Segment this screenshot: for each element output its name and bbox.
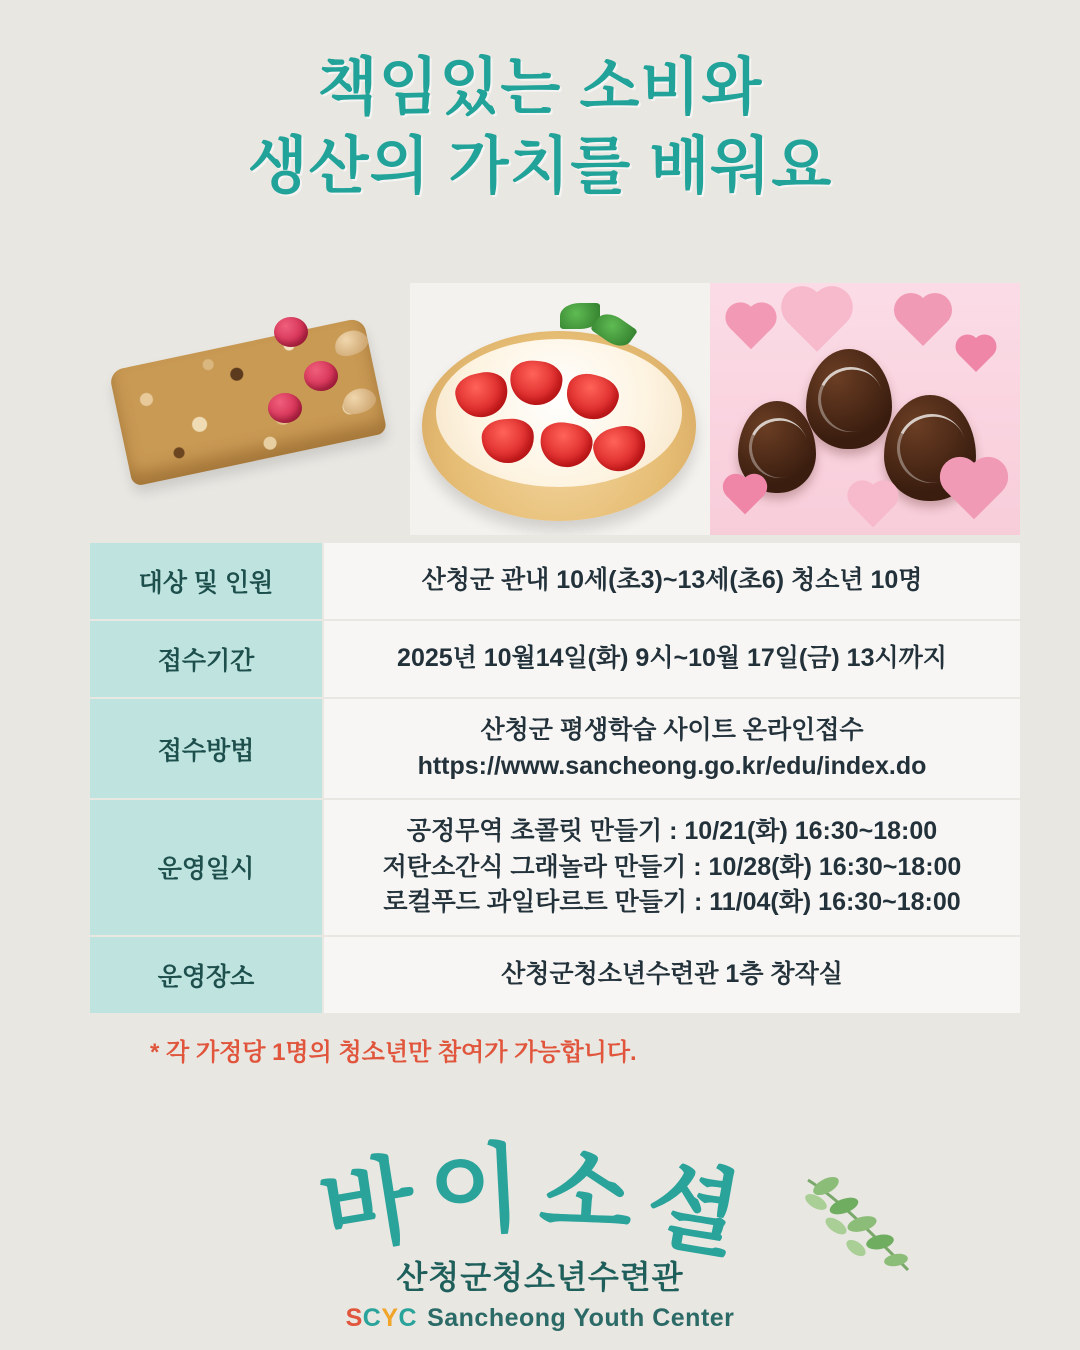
row-label-period: 접수기간 — [90, 620, 323, 698]
chocolate-truffles-photo — [710, 283, 1020, 535]
row-label-schedule: 운영일시 — [90, 799, 323, 936]
abbr-y: Y — [381, 1304, 399, 1332]
heart-icon — [852, 485, 894, 527]
note-text: * 각 가정당 1명의 청소년만 참여가 가능합니다. — [150, 1039, 637, 1066]
table-row — [90, 698, 1020, 799]
value-line: 로컬푸드 과일타르트 만들기 : 11/04(화) 16:30~18:00 — [383, 888, 961, 916]
strawberry-tart-photo — [410, 283, 710, 535]
value-line: 2025년 10월14일(화) 9시~10월 17일(금) 13시까지 — [397, 644, 947, 673]
footer-organization-kr: 산청군청소년수련관 — [396, 1259, 684, 1295]
application-url[interactable]: https://www.sancheong.go.kr/edu/index.do — [417, 751, 927, 780]
raspberry-icon — [304, 361, 338, 391]
heart-icon — [727, 478, 764, 515]
heart-icon — [959, 338, 993, 372]
value-line: 산청군 관내 10세(초3)~13세(초6) 청소년 10명 — [421, 566, 923, 595]
abbr-c2: C — [398, 1304, 418, 1332]
abbr-c1: C — [362, 1304, 382, 1332]
raspberry-icon — [274, 317, 308, 347]
footer-organization-en — [0, 1304, 1080, 1333]
table-row — [90, 620, 1020, 698]
row-label-place: 운영장소 — [90, 936, 323, 1014]
heart-icon — [946, 463, 1003, 520]
row-value-method — [323, 698, 1020, 799]
chocolate-egg — [806, 349, 892, 449]
value-line: 산청군청소년수련관 1층 창작실 — [501, 959, 843, 988]
row-value-schedule — [323, 799, 1020, 936]
abbr-s: S — [345, 1304, 363, 1332]
wordmark-char-4: 셜 — [638, 1149, 766, 1275]
page-title — [0, 0, 1080, 207]
title-line-2: 생산의 가치를 배워요 — [247, 132, 833, 202]
row-label-target: 대상 및 인원 — [90, 543, 323, 620]
wordmark-char-2: 이 — [426, 1134, 543, 1247]
value-line: 저탄소간식 그래놀라 만들기 : 10/28(화) 16:30~18:00 — [382, 852, 962, 881]
heart-icon — [899, 298, 947, 346]
row-value-target — [323, 543, 1020, 620]
row-label-method: 접수방법 — [90, 698, 323, 799]
tart-shape — [422, 331, 696, 521]
footer-en-name: Sancheong Youth Center — [427, 1304, 735, 1332]
table-row — [90, 936, 1020, 1014]
row-value-place — [323, 936, 1020, 1014]
table-row — [90, 799, 1020, 936]
heart-icon — [730, 307, 772, 349]
heart-icon — [787, 292, 846, 351]
wordmark-char-3: 소 — [536, 1138, 654, 1251]
wordmark-char-1: 바 — [313, 1142, 440, 1266]
raspberry-icon — [268, 393, 302, 423]
granola-bar-photo — [90, 283, 410, 535]
title-line-1: 책임있는 소비와 — [317, 53, 763, 122]
value-line: 산청군 평생학습 사이트 온라인접수 — [480, 716, 864, 744]
row-value-period — [323, 620, 1020, 698]
footer — [0, 1252, 1080, 1333]
table-row — [90, 543, 1020, 620]
info-table — [90, 543, 1020, 1015]
image-strip — [90, 283, 1020, 535]
value-line: 공정무역 초콜릿 만들기 : 10/21(화) 16:30~18:00 — [406, 817, 938, 845]
